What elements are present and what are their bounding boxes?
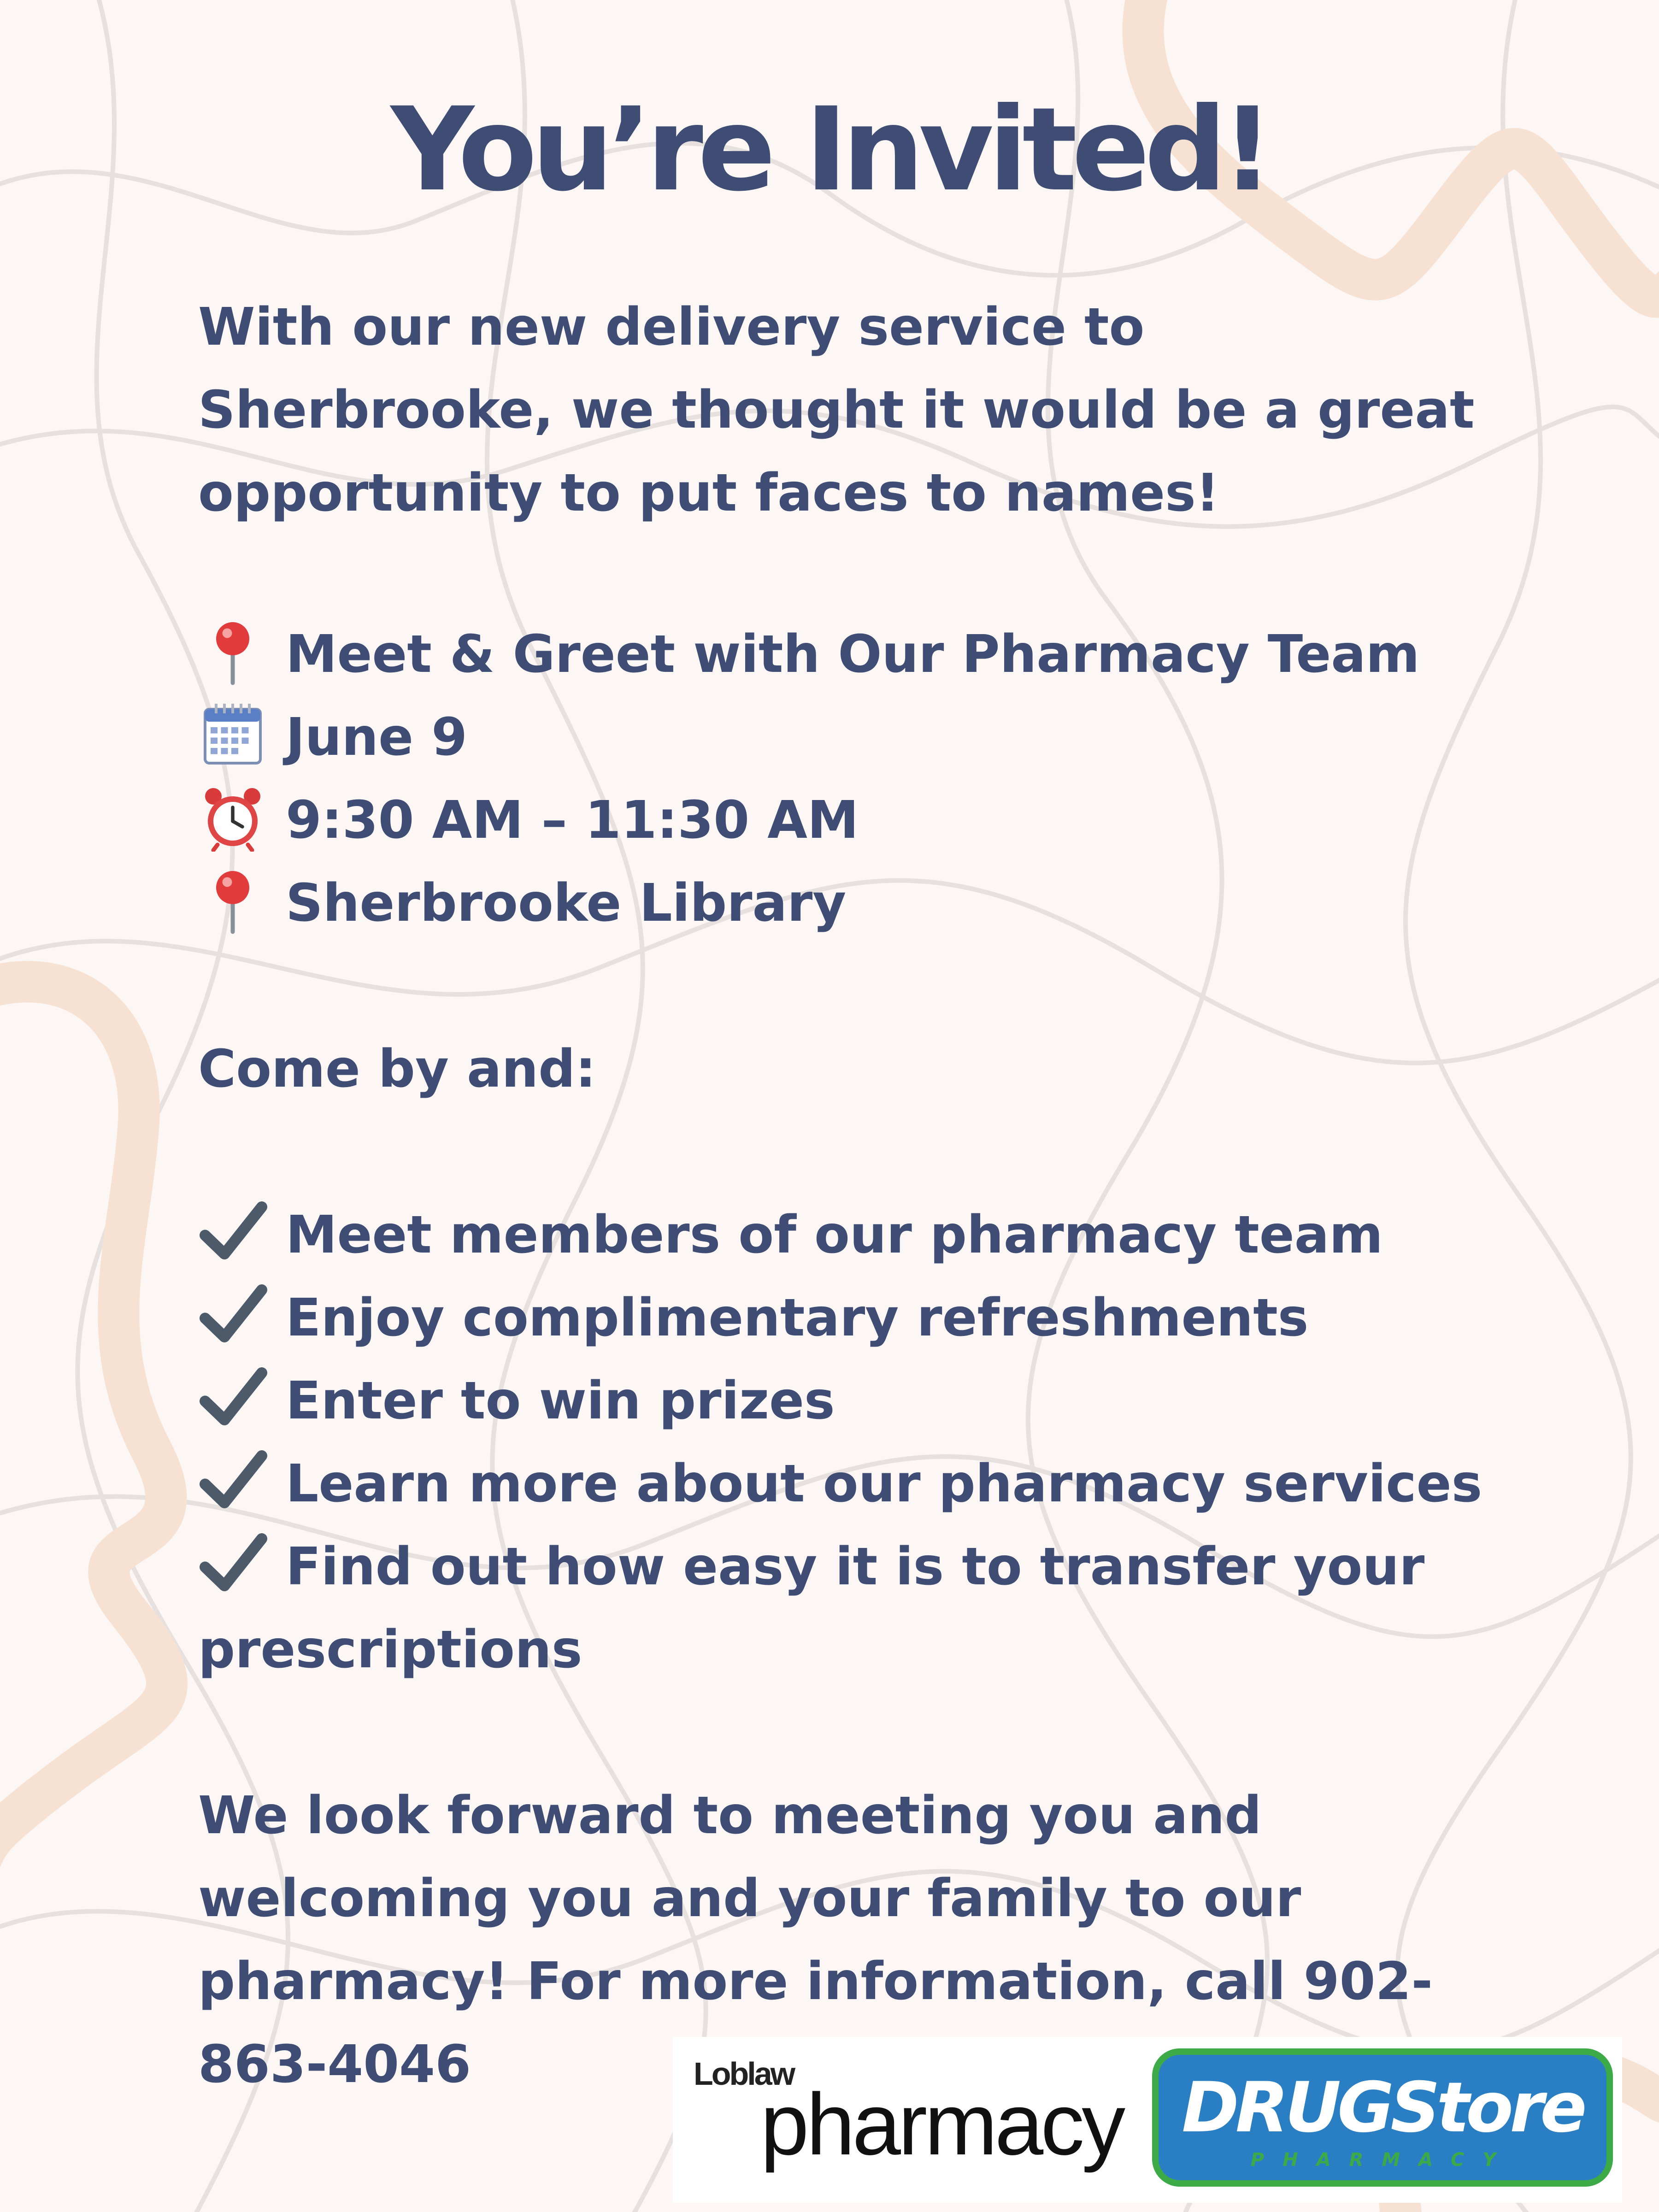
event-location-line [198,862,846,945]
event-name-text: Meet & Greet with Our Pharmacy Team [286,624,1420,684]
alarm-clock-icon [198,782,267,852]
checklist-item [198,1277,1308,1359]
checklist-item [198,1442,1482,1525]
event-time-text: 9:30 AM – 11:30 AM [286,790,859,850]
closing-paragraph: We look forward to meeting you and welcoming you and your family to our pharmacy! For more information, call 902-863-4046 [198,1786,1433,2094]
checklist-item-text: Find out how easy it is to transfer your [286,1537,1425,1597]
checklist-item-text: Enjoy complimentary refreshments [286,1288,1309,1348]
page-title: You’re Invited! [390,82,1269,217]
check-mark-icon [198,1446,267,1515]
pushpin-icon [198,865,267,935]
pharmacy-wordmark: pharmacy [760,2076,1123,2173]
check-mark-icon [198,1280,267,1349]
intro-paragraph: With our new delivery service to Sherbrooke, we thought it would be a great opportunity to put faces to names! [198,297,1475,523]
event-date-text: June 9 [286,707,468,767]
checklist-item [198,1194,1383,1277]
event-time-line [198,779,859,862]
check-mark-icon [198,1363,267,1432]
checklist-item-text: Enter to win prizes [286,1371,835,1431]
checklist-item-text: Learn more about our pharmacy services [286,1454,1483,1514]
pushpin-icon [198,617,267,686]
loblaw-wordmark: Loblaw [694,2056,794,2092]
come-by-heading: Come by and: [198,1039,596,1099]
checklist-item-continuation: prescriptions [198,1620,582,1680]
event-name-line [198,613,1420,696]
checklist-item [198,1359,835,1442]
check-mark-icon [198,1197,267,1266]
checklist-item [198,1525,1424,1608]
drugstore-pharmacy-logo [1152,2048,1613,2187]
event-date-line [198,696,467,779]
checklist-item-text: Meet members of our pharmacy team [286,1205,1383,1265]
check-mark-icon [198,1529,267,1598]
event-location-text: Sherbrooke Library [286,873,847,933]
sponsor-logos [673,2037,1622,2203]
drugstore-wordmark: DRUGStore [1182,2068,1583,2148]
drugstore-subtitle: PHARMACY [1250,2149,1515,2171]
calendar-icon [198,700,267,769]
